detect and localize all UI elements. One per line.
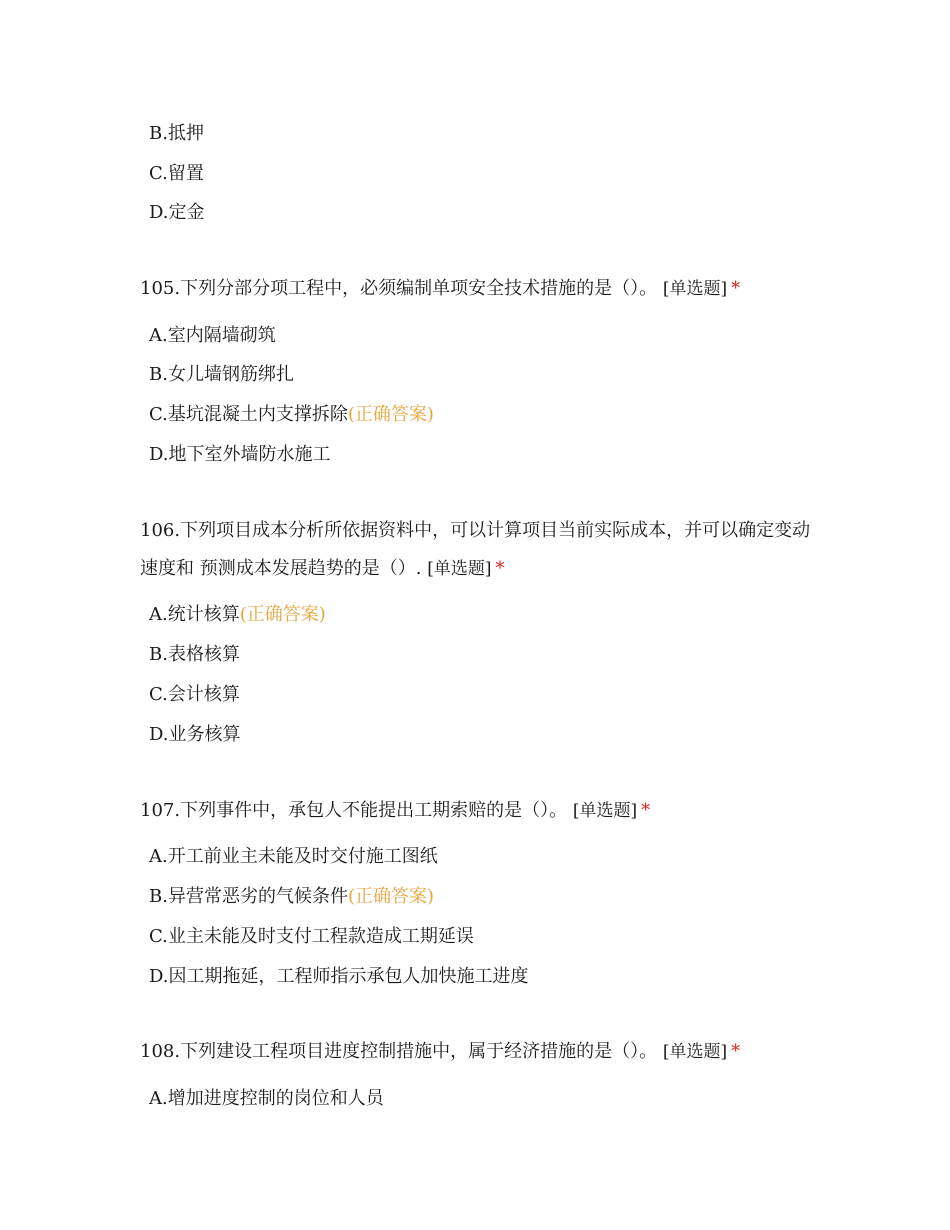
- question-105-stem: [140, 270, 820, 308]
- question-type-label: [单选题]: [662, 1042, 728, 1062]
- q106-option-c: [149, 684, 240, 706]
- option-text: A.开工前业主未能及时交付施工图纸: [149, 846, 438, 867]
- question-text: 108.下列建设工程项目进度控制措施中，属于经济措施的是（）。: [140, 1041, 658, 1062]
- question-107-stem: [140, 792, 820, 830]
- option-text: C.业主未能及时支付工程款造成工期延误: [149, 926, 474, 947]
- required-mark: *: [731, 278, 741, 299]
- q107-option-b: [149, 886, 434, 908]
- q107-option-d: [149, 966, 529, 988]
- required-mark: *: [731, 1041, 741, 1062]
- q105-option-d: [149, 444, 331, 466]
- correct-answer-label: (正确答案): [347, 886, 434, 907]
- q106-option-d: [149, 724, 241, 746]
- q106-option-a: [149, 604, 326, 626]
- option-text: A.增加进度控制的岗位和人员: [149, 1088, 384, 1109]
- question-type-label: [单选题]: [662, 279, 728, 299]
- q105-option-b: [149, 364, 294, 386]
- required-mark: *: [641, 800, 651, 821]
- correct-answer-label: (正确答案): [347, 404, 434, 425]
- q104-option-c: [149, 163, 204, 185]
- option-text: C.会计核算: [149, 684, 240, 705]
- question-108-stem: [140, 1033, 820, 1071]
- option-text: A.室内隔墙砌筑: [149, 325, 276, 346]
- q105-option-a: [149, 325, 276, 347]
- question-type-label: [单选题]: [427, 559, 492, 579]
- option-text: A.统计核算: [149, 604, 240, 625]
- option-text: D.定金: [149, 202, 205, 223]
- q105-option-c: [149, 404, 434, 426]
- option-text: B.异营常恶劣的气候条件: [149, 886, 348, 907]
- q108-option-a: [149, 1088, 384, 1110]
- question-text: 105.下列分部分项工程中，必须编制单项安全技术措施的是（）。: [140, 278, 658, 299]
- question-106-stem: [140, 512, 820, 588]
- question-text: 106.下列项目成本分析所依据资料中，可以计算项目当前实际成本，并可以确定变动速度和 预测成本发展趋势的是（）.: [140, 520, 811, 579]
- option-text: C.基坑混凝土内支撑拆除: [149, 404, 348, 425]
- option-text: B.女儿墙钢筋绑扎: [149, 364, 294, 385]
- question-type-label: [单选题]: [572, 801, 638, 821]
- option-text: D.地下室外墙防水施工: [149, 444, 331, 465]
- q104-option-d: [149, 202, 205, 224]
- required-mark: *: [495, 558, 505, 579]
- option-text: B.表格核算: [149, 644, 240, 665]
- correct-answer-label: (正确答案): [239, 604, 326, 625]
- q104-option-b: [149, 123, 204, 145]
- q107-option-a: [149, 846, 438, 868]
- option-text: D.因工期拖延，工程师指示承包人加快施工进度: [149, 966, 529, 987]
- q106-option-b: [149, 644, 240, 666]
- q107-option-c: [149, 926, 474, 948]
- question-text: 107.下列事件中，承包人不能提出工期索赔的是（）。: [140, 800, 568, 821]
- option-text: C.留置: [149, 163, 204, 184]
- option-text: D.业务核算: [149, 724, 241, 745]
- option-text: B.抵押: [149, 123, 204, 144]
